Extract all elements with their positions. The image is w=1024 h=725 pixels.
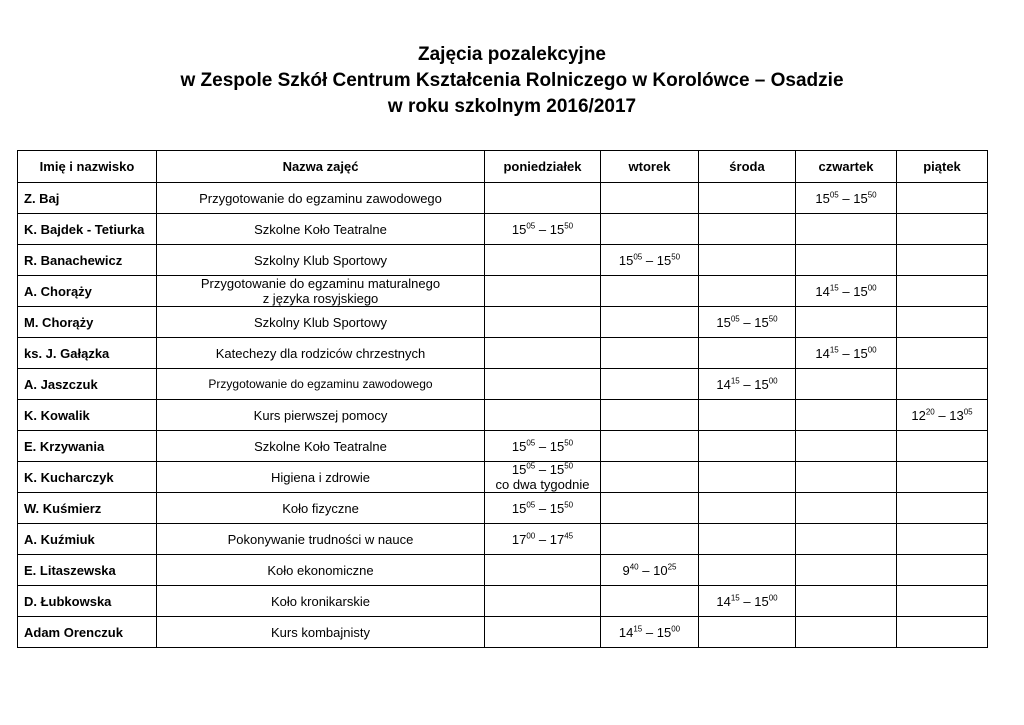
course-name (157, 338, 485, 369)
schedule-cell-sroda (699, 586, 796, 617)
schedule-cell-czwartek (796, 338, 897, 369)
schedule-cell-poniedzialek (485, 400, 601, 431)
table-row (18, 214, 988, 245)
course-name (157, 307, 485, 338)
column-header-course: Nazwa zajęć (157, 151, 485, 183)
schedule-cell-poniedzialek (485, 276, 601, 307)
course-name-line: Koło ekonomiczne (267, 562, 374, 578)
table-row (18, 369, 988, 400)
course-name-line: Higiena i zdrowie (271, 469, 370, 485)
course-name-line: z języka rosyjskiego (262, 291, 379, 306)
schedule-cell-piatek (897, 555, 988, 586)
course-name (157, 586, 485, 617)
table-row (18, 555, 988, 586)
schedule-cell-poniedzialek (485, 307, 601, 338)
schedule-cell-sroda (699, 617, 796, 648)
course-name-line: Katechezy dla rodziców chrzestnych (215, 345, 426, 361)
time-slot: $15^{05} - 15^{50}$ (511, 461, 574, 477)
time-slot: $14^{15} - 15^{00}$ (716, 376, 778, 392)
time-slot: $15^{05} - 15^{50}$ (815, 190, 877, 206)
teacher-name: K. Bajdek - Tetiurka (18, 214, 157, 245)
course-name-line: Przygotowanie do egzaminu zawodowego (199, 190, 442, 206)
course-name (157, 369, 485, 400)
schedule-cell-czwartek (796, 183, 897, 214)
schedule-cell-piatek (897, 493, 988, 524)
teacher-name: K. Kucharczyk (18, 462, 157, 493)
course-name (157, 400, 485, 431)
course-name (157, 214, 485, 245)
table-row (18, 493, 988, 524)
schedule-cell-sroda (699, 431, 796, 462)
table-row (18, 183, 988, 214)
schedule-cell-piatek (897, 183, 988, 214)
schedule-cell-sroda (699, 338, 796, 369)
schedule-cell-poniedzialek (485, 369, 601, 400)
course-name-line: Szkolne Koło Teatralne (254, 221, 387, 237)
schedule-cell-wtorek (601, 462, 699, 493)
teacher-name: A. Chorąży (18, 276, 157, 307)
schedule-cell-wtorek (601, 183, 699, 214)
course-name (157, 555, 485, 586)
school-name: w Zespole Szkół Centrum Kształcenia Rolniczego w Korolówce – Osadzie (180, 70, 844, 91)
teacher-name: K. Kowalik (18, 400, 157, 431)
table-header-row (18, 151, 988, 183)
schedule-cell-czwartek (796, 431, 897, 462)
schedule-cell-piatek (897, 586, 988, 617)
schedule-cell-wtorek (601, 555, 699, 586)
teacher-name: Adam Orenczuk (18, 617, 157, 648)
schedule-cell-piatek (897, 245, 988, 276)
schedule-cell-sroda (699, 462, 796, 493)
schedule-note: co dwa tygodnie (495, 477, 590, 492)
course-name-line: Szkolny Klub Sportowy (254, 314, 387, 330)
schedule-cell-wtorek (601, 524, 699, 555)
teacher-name: ks. J. Gałązka (18, 338, 157, 369)
schedule-cell-sroda (699, 524, 796, 555)
course-name-line: Koło kronikarskie (271, 593, 370, 609)
schedule-cell-wtorek (601, 586, 699, 617)
schedule-cell-piatek (897, 307, 988, 338)
table-row (18, 617, 988, 648)
table-row (18, 586, 988, 617)
table-row (18, 400, 988, 431)
time-slot: $15^{05} - 15^{50}$ (511, 221, 574, 237)
schedule-cell-poniedzialek (485, 183, 601, 214)
schedule-cell-sroda (699, 214, 796, 245)
teacher-name: W. Kuśmierz (18, 493, 157, 524)
schedule-cell-poniedzialek (485, 214, 601, 245)
schedule-cell-piatek (897, 431, 988, 462)
teacher-name: A. Jaszczuk (18, 369, 157, 400)
schedule-cell-czwartek (796, 617, 897, 648)
course-name-line: Kurs pierwszej pomocy (253, 407, 388, 423)
course-name (157, 183, 485, 214)
course-name (157, 617, 485, 648)
schedule-cell-czwartek (796, 524, 897, 555)
time-slot: $15^{05} - 15^{50}$ (618, 252, 681, 268)
schedule-cell-czwartek (796, 493, 897, 524)
time-slot: $14^{15} - 15^{00}$ (815, 345, 877, 361)
table-row (18, 245, 988, 276)
schedule-cell-piatek (897, 462, 988, 493)
course-name (157, 462, 485, 493)
time-slot: $15^{05} - 15^{50}$ (511, 438, 574, 454)
course-name-line: Pokonywanie trudności w nauce (227, 531, 414, 547)
time-slot: $14^{15} - 15^{00}$ (716, 593, 778, 609)
schedule-cell-piatek (897, 214, 988, 245)
schedule-cell-poniedzialek (485, 431, 601, 462)
schedule-cell-wtorek (601, 338, 699, 369)
teacher-name: E. Litaszewska (18, 555, 157, 586)
column-header-wednesday: środa (699, 151, 796, 183)
schedule-cell-wtorek (601, 214, 699, 245)
schedule-cell-wtorek (601, 431, 699, 462)
document-header (0, 42, 1024, 120)
course-name (157, 431, 485, 462)
schedule-cell-sroda (699, 555, 796, 586)
schedule-cell-piatek (897, 400, 988, 431)
course-name (157, 276, 485, 307)
time-slot: $15^{05} - 15^{50}$ (716, 314, 778, 330)
schedule-cell-poniedzialek (485, 462, 601, 493)
schedule-cell-czwartek (796, 555, 897, 586)
schedule-cell-wtorek (601, 307, 699, 338)
time-slot: $14^{15} - 15^{00}$ (815, 283, 877, 299)
teacher-name: M. Chorąży (18, 307, 157, 338)
schedule-cell-poniedzialek (485, 617, 601, 648)
schedule-cell-wtorek (601, 617, 699, 648)
course-name-line: Koło fizyczne (282, 500, 359, 516)
course-name (157, 245, 485, 276)
schedule-cell-czwartek (796, 586, 897, 617)
document-title: Zajęcia pozalekcyjne (418, 44, 606, 65)
table-row (18, 276, 988, 307)
schedule-cell-sroda (699, 307, 796, 338)
schedule-cell-sroda (699, 183, 796, 214)
schedule-cell-piatek (897, 276, 988, 307)
schedule-cell-poniedzialek (485, 338, 601, 369)
schedule-cell-wtorek (601, 400, 699, 431)
course-name-line: Szkolne Koło Teatralne (254, 438, 387, 454)
course-name-line: Przygotowanie do egzaminu maturalnego (200, 276, 441, 291)
schedule-cell-sroda (699, 245, 796, 276)
table-row (18, 462, 988, 493)
column-header-monday: poniedziałek (485, 151, 601, 183)
time-slot: $15^{05} - 15^{50}$ (511, 500, 574, 516)
column-header-name: Imię i nazwisko (18, 151, 157, 183)
time-slot: $17^{00} - 17^{45}$ (511, 531, 574, 547)
table-row (18, 307, 988, 338)
schedule-cell-piatek (897, 617, 988, 648)
schedule-cell-sroda (699, 276, 796, 307)
course-name (157, 524, 485, 555)
schedule-cell-czwartek (796, 214, 897, 245)
schedule-cell-poniedzialek (485, 493, 601, 524)
time-slot: $9^{40} - 10^{25}$ (622, 562, 677, 578)
schedule-cell-wtorek (601, 493, 699, 524)
course-name-line: Kurs kombajnisty (271, 624, 370, 640)
schedule-cell-wtorek (601, 369, 699, 400)
table-row (18, 338, 988, 369)
schedule-cell-czwartek (796, 307, 897, 338)
schedule-table (17, 150, 988, 648)
column-header-tuesday: wtorek (601, 151, 699, 183)
course-name-line: Przygotowanie do egzaminu zawodowego (208, 376, 433, 391)
schedule-cell-sroda (699, 369, 796, 400)
schedule-cell-poniedzialek (485, 245, 601, 276)
schedule-cell-czwartek (796, 400, 897, 431)
schedule-cell-wtorek (601, 276, 699, 307)
column-header-thursday: czwartek (796, 151, 897, 183)
table-body (18, 183, 988, 648)
schedule-cell-czwartek (796, 276, 897, 307)
schedule-cell-wtorek (601, 245, 699, 276)
teacher-name: D. Łubkowska (18, 586, 157, 617)
teacher-name: A. Kuźmiuk (18, 524, 157, 555)
teacher-name: R. Banachewicz (18, 245, 157, 276)
schedule-cell-czwartek (796, 245, 897, 276)
schedule-cell-poniedzialek (485, 586, 601, 617)
column-header-friday: piątek (897, 151, 988, 183)
teacher-name: E. Krzywania (18, 431, 157, 462)
schedule-cell-poniedzialek (485, 524, 601, 555)
school-year: w roku szkolnym 2016/2017 (387, 96, 637, 117)
schedule-cell-piatek (897, 369, 988, 400)
time-slot: $14^{15} - 15^{00}$ (618, 624, 681, 640)
time-slot: $12^{20} - 13^{05}$ (911, 407, 973, 423)
schedule-cell-piatek (897, 338, 988, 369)
schedule-cell-czwartek (796, 369, 897, 400)
schedule-cell-poniedzialek (485, 555, 601, 586)
schedule-cell-czwartek (796, 462, 897, 493)
schedule-cell-piatek (897, 524, 988, 555)
course-name (157, 493, 485, 524)
teacher-name: Z. Baj (18, 183, 157, 214)
table-row (18, 524, 988, 555)
table-row (18, 431, 988, 462)
course-name-line: Szkolny Klub Sportowy (254, 252, 387, 268)
schedule-cell-sroda (699, 400, 796, 431)
schedule-cell-sroda (699, 493, 796, 524)
